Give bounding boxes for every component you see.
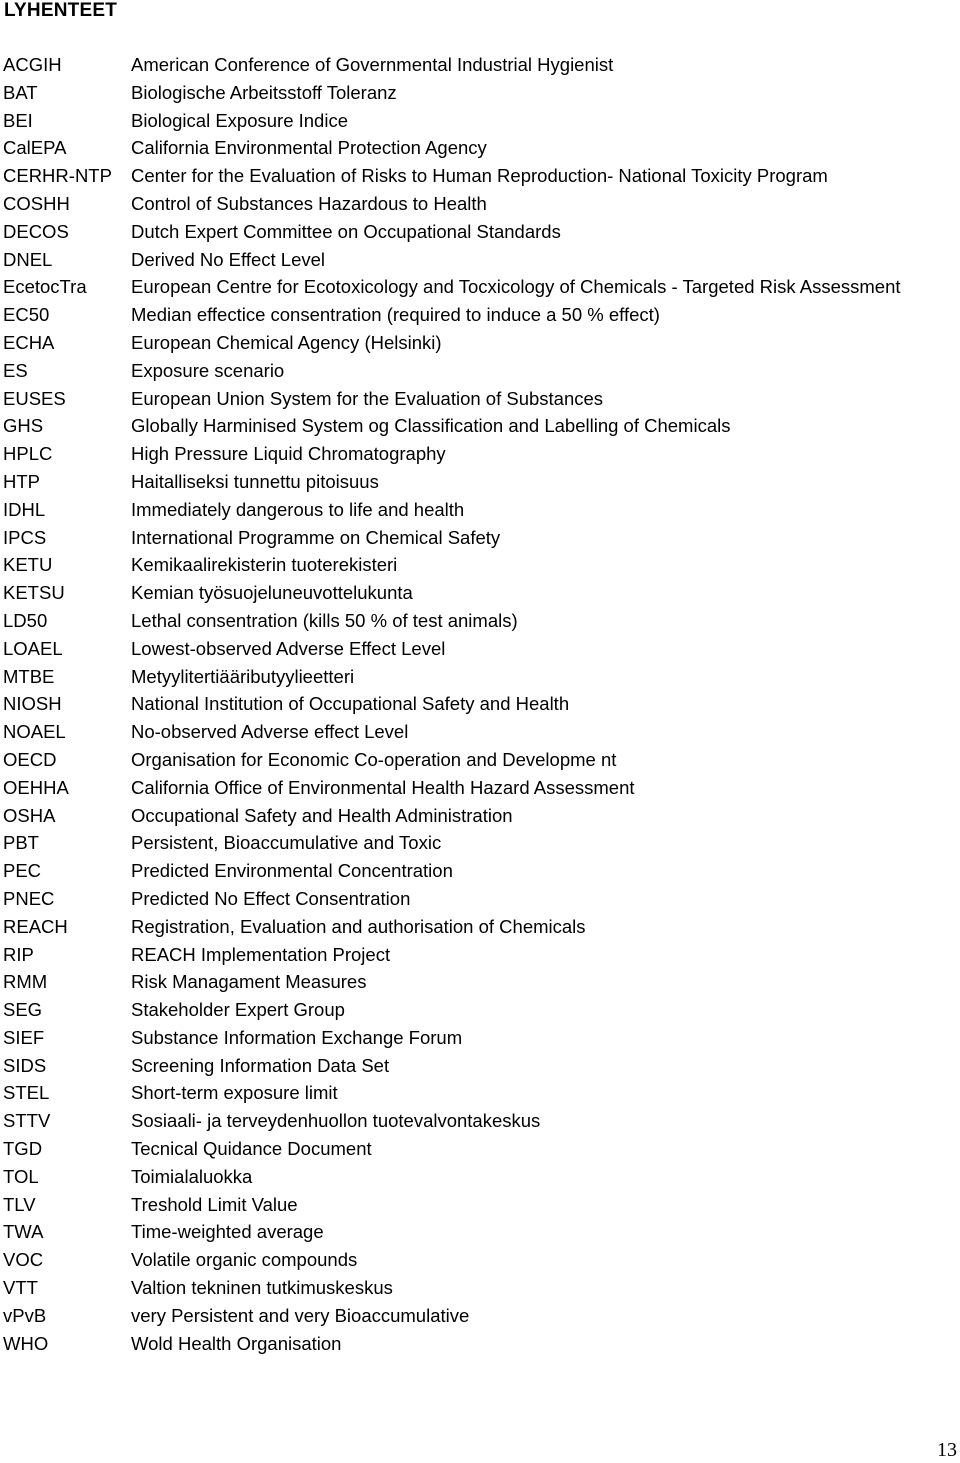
abbreviation-definition: Occupational Safety and Health Administration	[131, 804, 513, 826]
abbreviation-term: COSHH	[3, 192, 70, 214]
abbreviation-term: PBT	[3, 832, 39, 854]
abbreviation-definition: Lethal consentration (kills 50 % of test animals)	[131, 609, 518, 631]
abbreviation-definition: Substance Information Exchange Forum	[131, 1026, 463, 1048]
abbreviation-definition: Sosiaali- ja terveydenhuollon tuotevalvontakeskus	[131, 1110, 541, 1132]
abbreviation-term: DECOS	[3, 220, 69, 242]
abbreviation-term: VOC	[3, 1249, 44, 1271]
abbreviation-term: NIOSH	[3, 693, 62, 715]
abbreviation-term: SIDS	[3, 1054, 47, 1076]
abbreviation-term: TOL	[3, 1165, 39, 1187]
abbreviation-definition: Kemian työsuojeluneuvottelukunta	[131, 582, 413, 604]
abbreviation-row	[3, 1052, 953, 1080]
abbreviation-term: TWA	[3, 1221, 44, 1243]
abbreviation-definition: Center for the Evaluation of Risks to Human Reproduction- National Toxicity Program	[131, 165, 828, 187]
abbreviation-row	[3, 663, 953, 691]
abbreviation-definition: California Office of Environmental Health Hazard Assessment	[131, 776, 635, 798]
abbreviation-definition: Median effectice consentration (required to induce a 50 % effect)	[131, 304, 660, 326]
abbreviation-row	[3, 1163, 953, 1191]
abbreviation-term: BEI	[3, 109, 33, 131]
abbreviation-definition: Exposure scenario	[131, 359, 285, 381]
abbreviation-row	[3, 1274, 953, 1302]
abbreviation-row	[3, 551, 953, 579]
abbreviation-definition: Globally Harminised System og Classification and Labelling of Chemicals	[131, 415, 731, 437]
abbreviation-list	[3, 51, 953, 1357]
abbreviation-row	[3, 1135, 953, 1163]
abbreviation-definition: Predicted No Effect Consentration	[131, 887, 411, 909]
abbreviation-term: IDHL	[3, 498, 46, 520]
abbreviation-term: SIEF	[3, 1026, 45, 1048]
abbreviation-term: LD50	[3, 609, 48, 631]
abbreviation-definition: Kemikaalirekisterin tuoterekisteri	[131, 554, 398, 576]
abbreviation-term: STTV	[3, 1110, 51, 1132]
abbreviation-term: OECD	[3, 748, 57, 770]
abbreviation-row	[3, 329, 953, 357]
abbreviation-definition: American Conference of Governmental Industrial Hygienist	[131, 54, 614, 75]
abbreviation-definition: REACH Implementation Project	[131, 943, 391, 965]
abbreviation-row	[3, 829, 953, 857]
abbreviation-term: RIP	[3, 943, 34, 965]
abbreviation-definition: very Persistent and very Bioaccumulative	[131, 1304, 470, 1326]
page-number: 13	[937, 1439, 957, 1461]
abbreviation-row	[3, 218, 953, 246]
abbreviation-definition: European Union System for the Evaluation of Substances	[131, 387, 604, 409]
abbreviation-row	[3, 496, 953, 524]
abbreviation-row	[3, 468, 953, 496]
abbreviation-term: SEG	[3, 999, 43, 1021]
abbreviation-definition: National Institution of Occupational Safety and Health	[131, 693, 570, 715]
abbreviation-term: KETU	[3, 554, 53, 576]
abbreviation-definition: Wold Health Organisation	[131, 1332, 342, 1354]
abbreviation-row	[3, 579, 953, 607]
abbreviation-row	[3, 941, 953, 969]
abbreviation-row	[3, 746, 953, 774]
abbreviation-term: TGD	[3, 1138, 43, 1160]
abbreviation-definition: Stakeholder Expert Group	[131, 999, 345, 1021]
abbreviation-definition: Risk Managament Measures	[131, 971, 367, 993]
abbreviation-term: RMM	[3, 971, 48, 993]
abbreviation-term: NOAEL	[3, 721, 66, 743]
abbreviation-definition: Short-term exposure limit	[131, 1082, 338, 1104]
abbreviation-row	[3, 857, 953, 885]
abbreviation-definition: Control of Substances Hazardous to Health	[131, 192, 487, 214]
abbreviation-row	[3, 51, 953, 79]
abbreviation-term: PEC	[3, 860, 42, 882]
abbreviation-row	[3, 1330, 953, 1358]
abbreviation-row	[3, 273, 953, 301]
abbreviation-definition: Predicted Environmental Concentration	[131, 860, 453, 882]
abbreviation-definition: Valtion tekninen tutkimuskeskus	[131, 1277, 393, 1299]
abbreviation-term: ECHA	[3, 331, 55, 353]
abbreviation-term: HPLC	[3, 443, 53, 465]
abbreviation-row	[3, 385, 953, 413]
abbreviation-term: ES	[3, 359, 28, 381]
abbreviation-row	[3, 885, 953, 913]
abbreviation-definition: Dutch Expert Committee on Occupational Standards	[131, 220, 561, 242]
abbreviation-row	[3, 718, 953, 746]
abbreviation-row	[3, 1107, 953, 1135]
abbreviation-term: KETSU	[3, 582, 65, 604]
abbreviation-row	[3, 635, 953, 663]
abbreviation-definition: European Centre for Ecotoxicology and Tocxicology of Chemicals - Targeted Risk Assessment	[131, 276, 901, 298]
abbreviation-term: WHO	[3, 1332, 49, 1354]
abbreviation-row	[3, 190, 953, 218]
abbreviation-definition: Immediately dangerous to life and health	[131, 498, 465, 520]
abbreviation-definition: Lowest-observed Adverse Effect Level	[131, 637, 446, 659]
abbreviation-row	[3, 134, 953, 162]
abbreviation-definition: Volatile organic compounds	[131, 1249, 358, 1271]
abbreviation-row	[3, 524, 953, 552]
abbreviation-definition: Biological Exposure Indice	[131, 109, 348, 131]
abbreviation-row	[3, 301, 953, 329]
abbreviation-row	[3, 690, 953, 718]
abbreviation-row	[3, 1302, 953, 1330]
abbreviation-row	[3, 357, 953, 385]
abbreviation-row	[3, 996, 953, 1024]
abbreviation-definition: No-observed Adverse effect Level	[131, 721, 409, 743]
abbreviation-definition: Registration, Evaluation and authorisation of Chemicals	[131, 915, 586, 937]
abbreviation-row	[3, 246, 953, 274]
abbreviation-term: BAT	[3, 81, 38, 103]
abbreviation-definition: European Chemical Agency (Helsinki)	[131, 331, 442, 353]
abbreviation-term: ACGIH	[3, 54, 62, 75]
abbreviation-term: TLV	[3, 1193, 36, 1215]
abbreviation-term: CERHR-NTP	[3, 165, 112, 187]
abbreviation-row	[3, 913, 953, 941]
abbreviation-term: OSHA	[3, 804, 56, 826]
abbreviation-row	[3, 774, 953, 802]
abbreviation-term: HTP	[3, 470, 40, 492]
abbreviation-row	[3, 107, 953, 135]
abbreviation-term: EcetocTra	[3, 276, 87, 298]
abbreviation-row	[3, 440, 953, 468]
abbreviation-term: VTT	[3, 1277, 38, 1299]
abbreviation-row	[3, 802, 953, 830]
abbreviation-definition: Haitalliseksi tunnettu pitoisuus	[131, 470, 379, 492]
abbreviation-definition: Metyylitertiääributyylieetteri	[131, 665, 355, 687]
abbreviation-definition: Organisation for Economic Co-operation and Developme nt	[131, 748, 617, 770]
abbreviation-term: IPCS	[3, 526, 47, 548]
abbreviation-row	[3, 968, 953, 996]
abbreviation-term: LOAEL	[3, 637, 63, 659]
abbreviation-definition: Derived No Effect Level	[131, 248, 326, 270]
abbreviation-term: vPvB	[3, 1304, 47, 1326]
abbreviation-row	[3, 162, 953, 190]
abbreviation-row	[3, 412, 953, 440]
abbreviation-definition: International Programme on Chemical Safety	[131, 526, 501, 548]
abbreviation-definition: Treshold Limit Value	[131, 1193, 298, 1215]
abbreviation-row	[3, 1024, 953, 1052]
abbreviation-term: GHS	[3, 415, 44, 437]
abbreviation-definition: Biologische Arbeitsstoff Toleranz	[131, 81, 397, 103]
abbreviation-term: CalEPA	[3, 137, 67, 159]
abbreviation-row	[3, 607, 953, 635]
abbreviation-term: EC50	[3, 304, 50, 326]
abbreviation-definition: Tecnical Quidance Document	[131, 1138, 372, 1160]
abbreviation-definition: Toimialaluokka	[131, 1165, 253, 1187]
abbreviation-term: OEHHA	[3, 776, 69, 798]
abbreviation-term: EUSES	[3, 387, 66, 409]
abbreviation-row	[3, 1191, 953, 1219]
abbreviation-row	[3, 1079, 953, 1107]
abbreviation-definition: California Environmental Protection Agency	[131, 137, 487, 159]
abbreviation-definition: High Pressure Liquid Chromatography	[131, 443, 446, 465]
abbreviation-definition: Persistent, Bioaccumulative and Toxic	[131, 832, 442, 854]
abbreviation-definition: Time-weighted average	[131, 1221, 324, 1243]
abbreviation-term: MTBE	[3, 665, 55, 687]
abbreviation-row	[3, 1218, 953, 1246]
page-title: LYHENTEET	[4, 0, 118, 21]
abbreviation-row	[3, 79, 953, 107]
abbreviation-row	[3, 1246, 953, 1274]
abbreviation-term: REACH	[3, 915, 68, 937]
abbreviation-term: DNEL	[3, 248, 53, 270]
abbreviation-term: PNEC	[3, 887, 55, 909]
abbreviation-term: STEL	[3, 1082, 50, 1104]
abbreviation-definition: Screening Information Data Set	[131, 1054, 390, 1076]
